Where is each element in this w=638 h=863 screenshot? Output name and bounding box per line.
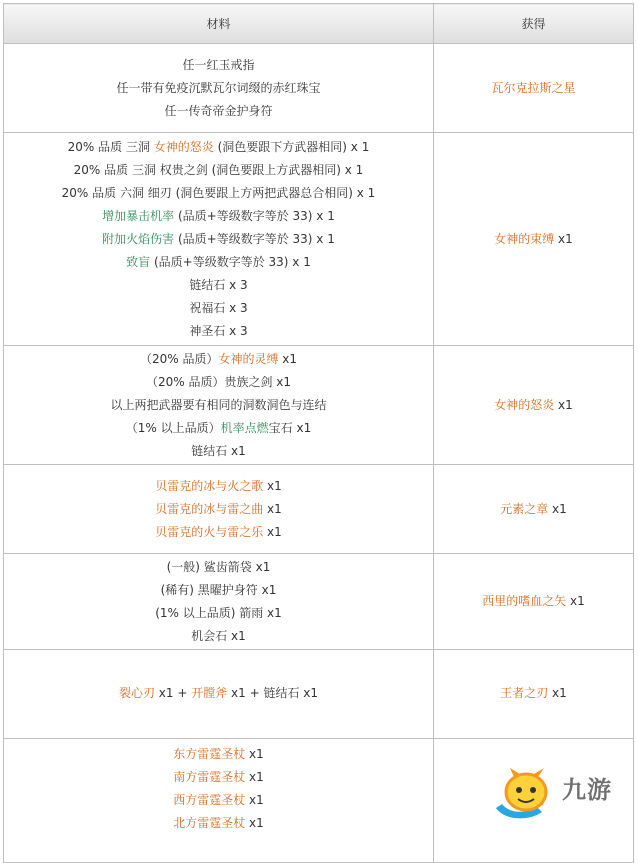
text-segment: x1 xyxy=(245,769,264,784)
material-line xyxy=(4,743,433,766)
text-segment: (1% 以上品质) 箭雨 x1 xyxy=(155,605,282,620)
materials-cell xyxy=(4,649,434,738)
text-segment: 20% 品质 六洞 细刃 (洞色要跟上方两把武器总合相同) x 1 xyxy=(61,185,376,200)
material-line xyxy=(4,602,433,625)
highlighted-item-name: 瓦尔克拉斯之星 xyxy=(491,80,576,95)
text-segment: 神圣石 x 3 xyxy=(189,323,248,338)
material-line xyxy=(4,417,433,440)
text-segment: x1 xyxy=(548,501,567,516)
material-line xyxy=(4,498,433,521)
result-line xyxy=(434,498,633,521)
materials-cell xyxy=(4,465,434,554)
table-row xyxy=(4,44,634,133)
text-segment: 任一传奇帝金护身符 xyxy=(164,103,273,118)
table-row xyxy=(4,649,634,738)
table-header-row xyxy=(4,4,634,44)
highlighted-item-name: 北方雷霆圣杖 xyxy=(173,815,246,830)
text-segment: x1 xyxy=(245,792,264,807)
materials-cell xyxy=(4,554,434,649)
materials-cell xyxy=(4,738,434,862)
highlighted-item-name: 附加火焰伤害 xyxy=(102,231,175,246)
text-segment: (品质+等级数字等於 33) x 1 xyxy=(150,254,311,269)
result-cell xyxy=(434,44,634,133)
material-line xyxy=(4,625,433,648)
material-line xyxy=(4,182,433,205)
result-cell xyxy=(434,346,634,465)
header-materials: 材料 xyxy=(4,4,434,44)
text-segment: (一般) 鲨齿箭袋 x1 xyxy=(166,559,271,574)
text-segment: x1 xyxy=(263,478,282,493)
highlighted-item-name: 女神的怒炎 xyxy=(494,397,555,412)
text-segment: (稀有) 黑曜护身符 x1 xyxy=(160,582,277,597)
material-line xyxy=(4,348,433,371)
text-segment: x1 xyxy=(554,231,573,246)
material-line xyxy=(4,579,433,602)
material-line xyxy=(4,205,433,228)
highlighted-item-name: 女神的束缚 xyxy=(494,231,555,246)
text-segment: 任一红玉戒指 xyxy=(182,57,255,72)
material-line xyxy=(4,556,433,579)
badge-face-icon xyxy=(506,774,546,810)
result-line xyxy=(434,682,633,705)
material-line xyxy=(4,159,433,182)
material-line xyxy=(4,274,433,297)
highlighted-item-name: 元素之章 xyxy=(500,501,549,516)
text-segment: (品质+等级数字等於 33) x 1 xyxy=(174,231,335,246)
material-line xyxy=(4,440,433,463)
material-line xyxy=(4,475,433,498)
highlighted-item-name: 南方雷霆圣杖 xyxy=(173,769,246,784)
table-row xyxy=(4,133,634,346)
text-segment: 宝石 x1 xyxy=(268,420,312,435)
materials-cell xyxy=(4,44,434,133)
material-line xyxy=(4,835,433,858)
text-segment: （20% 品质） xyxy=(139,351,219,366)
highlighted-item-name: 女神的怒炎 xyxy=(153,139,214,154)
material-line xyxy=(4,394,433,417)
highlighted-item-name: 女神的灵缚 xyxy=(218,351,279,366)
highlighted-item-name: 西方雷霆圣杖 xyxy=(173,792,246,807)
table-row xyxy=(4,346,634,465)
text-segment: x1 xyxy=(245,746,264,761)
text-segment: (品质+等级数字等於 33) x 1 xyxy=(174,208,335,223)
highlighted-item-name: 开膛斧 xyxy=(191,686,228,701)
material-line xyxy=(4,812,433,835)
material-line xyxy=(4,521,433,544)
material-line xyxy=(4,789,433,812)
result-cell xyxy=(434,554,634,649)
text-segment: x1 xyxy=(245,815,264,830)
highlighted-item-name: 贝雷克的火与雷之乐 xyxy=(155,524,264,539)
highlighted-item-name: 增加暴击机率 xyxy=(102,208,175,223)
material-line xyxy=(4,100,433,123)
material-line xyxy=(4,297,433,320)
material-line xyxy=(4,228,433,251)
text-segment: 以上两把武器要有相同的洞数洞色与连结 xyxy=(110,397,327,412)
text-segment: 祝福石 x 3 xyxy=(189,300,248,315)
highlighted-item-name: 裂心刃 xyxy=(118,686,155,701)
text-segment: （1% 以上品质） xyxy=(125,420,221,435)
mascot-logo-icon xyxy=(490,768,560,824)
highlighted-item-name: 西里的嗜血之矢 xyxy=(482,594,567,609)
site-watermark xyxy=(490,768,630,824)
result-line xyxy=(434,77,633,100)
result-cell xyxy=(434,133,634,346)
highlighted-item-name: 机率点燃 xyxy=(220,420,269,435)
material-line xyxy=(4,77,433,100)
highlighted-item-name: 贝雷克的冰与火之歌 xyxy=(155,478,264,493)
material-line xyxy=(4,682,433,705)
result-cell xyxy=(434,465,634,554)
result-line xyxy=(434,590,633,613)
text-segment: 机会石 x1 xyxy=(191,628,246,643)
text-segment: x1 xyxy=(566,594,585,609)
result-line xyxy=(434,394,633,417)
highlighted-item-name: 东方雷霆圣杖 xyxy=(173,746,246,761)
text-segment: x1 xyxy=(278,351,298,366)
table-row xyxy=(4,554,634,649)
text-segment: 20% 品质 三洞 权贵之剑 (洞色要跟上方武器相同) x 1 xyxy=(73,162,364,177)
result-cell xyxy=(434,649,634,738)
result-line xyxy=(434,228,633,251)
text-segment: x1 xyxy=(263,524,282,539)
table-row xyxy=(4,465,634,554)
material-line xyxy=(4,54,433,77)
text-segment: 链结石 x 3 xyxy=(189,277,248,292)
material-line xyxy=(4,136,433,159)
recipe-table xyxy=(3,3,634,863)
materials-cell xyxy=(4,346,434,465)
highlighted-item-name: 王者之刃 xyxy=(500,686,549,701)
text-segment: x1 + 链结石 x1 xyxy=(227,686,319,701)
text-segment: (洞色要跟下方武器相同) x 1 xyxy=(213,139,370,154)
material-line xyxy=(4,766,433,789)
watermark-text: 九游 xyxy=(562,776,612,804)
text-segment: x1 xyxy=(263,501,282,516)
text-segment: 任一带有免疫沉默瓦尔词缀的赤红珠宝 xyxy=(116,80,321,95)
text-segment: 20% 品质 三洞 xyxy=(67,139,154,154)
text-segment: （20% 品质）贵族之剑 x1 xyxy=(145,374,292,389)
material-line xyxy=(4,371,433,394)
highlighted-item-name: 致盲 xyxy=(126,254,151,269)
highlighted-item-name: 贝雷克的冰与雷之曲 xyxy=(155,501,264,516)
materials-cell xyxy=(4,133,434,346)
header-obtain: 获得 xyxy=(434,4,634,44)
text-segment: x1 + xyxy=(154,686,192,701)
material-line xyxy=(4,320,433,343)
text-segment: x1 xyxy=(554,397,573,412)
material-line xyxy=(4,251,433,274)
text-segment: x1 xyxy=(548,686,567,701)
text-segment: 链结石 x1 xyxy=(191,443,246,458)
